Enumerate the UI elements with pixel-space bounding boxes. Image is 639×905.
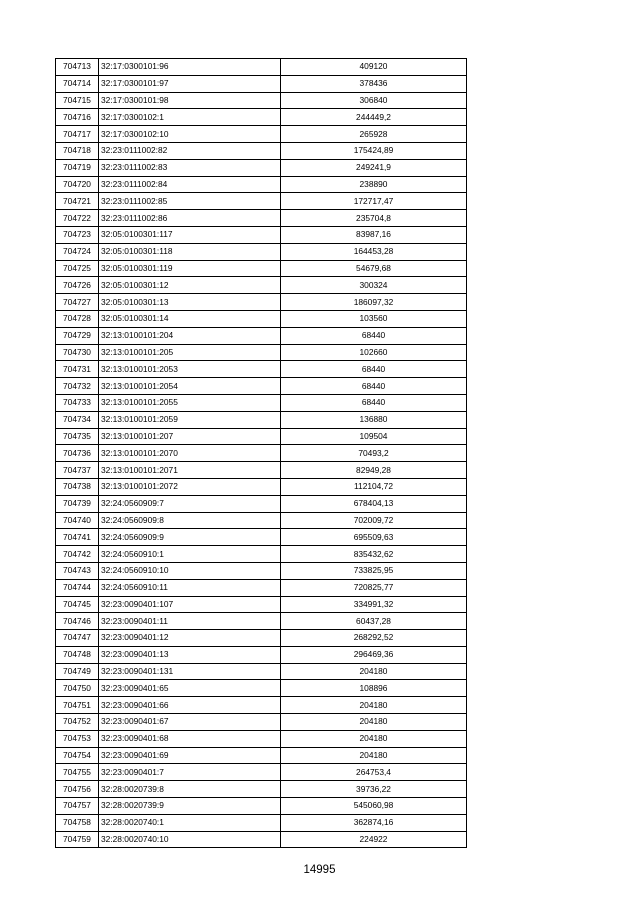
table-row: [56, 462, 467, 479]
cadastral-number-cell: 32:23:0090401:107: [99, 596, 281, 613]
value-cell: 265928: [281, 126, 467, 143]
value-cell: 204180: [281, 663, 467, 680]
value-cell: 175424,89: [281, 142, 467, 159]
page-number: 14995: [303, 864, 336, 876]
cadastral-number-cell: 32:24:0560910:11: [99, 579, 281, 596]
value-cell: 733825,95: [281, 562, 467, 579]
table-row: [56, 478, 467, 495]
row-number-cell: 704747: [56, 630, 99, 647]
table-row: [56, 344, 467, 361]
cadastral-number-cell: 32:05:0100301:12: [99, 277, 281, 294]
value-cell: 68440: [281, 394, 467, 411]
value-cell: 300324: [281, 277, 467, 294]
table-row: [56, 159, 467, 176]
cadastral-number-cell: 32:28:0020739:8: [99, 781, 281, 798]
value-cell: 678404,13: [281, 495, 467, 512]
table-row: [56, 630, 467, 647]
row-number-cell: 704735: [56, 428, 99, 445]
table-row: [56, 59, 467, 76]
cadastral-number-cell: 32:13:0100101:205: [99, 344, 281, 361]
table-row: [56, 75, 467, 92]
row-number-cell: 704745: [56, 596, 99, 613]
value-cell: 545060,98: [281, 798, 467, 815]
cadastral-number-cell: 32:13:0100101:2070: [99, 445, 281, 462]
table-row: [56, 646, 467, 663]
cadastral-number-cell: 32:05:0100301:117: [99, 226, 281, 243]
table-row: [56, 210, 467, 227]
value-cell: 409120: [281, 59, 467, 76]
table-row: [56, 680, 467, 697]
row-number-cell: 704752: [56, 714, 99, 731]
row-number-cell: 704729: [56, 327, 99, 344]
value-cell: 296469,36: [281, 646, 467, 663]
table-row: [56, 764, 467, 781]
row-number-cell: 704736: [56, 445, 99, 462]
value-cell: 244449,2: [281, 109, 467, 126]
value-cell: 186097,32: [281, 294, 467, 311]
cadastral-number-cell: 32:28:0020740:10: [99, 831, 281, 848]
cadastral-number-cell: 32:24:0560910:10: [99, 562, 281, 579]
cadastral-number-cell: 32:23:0111002:86: [99, 210, 281, 227]
value-cell: 306840: [281, 92, 467, 109]
value-cell: 39736,22: [281, 781, 467, 798]
table-row: [56, 697, 467, 714]
row-number-cell: 704726: [56, 277, 99, 294]
table-row: [56, 831, 467, 848]
row-number-cell: 704740: [56, 512, 99, 529]
table-row: [56, 226, 467, 243]
row-number-cell: 704734: [56, 411, 99, 428]
row-number-cell: 704728: [56, 310, 99, 327]
row-number-cell: 704742: [56, 546, 99, 563]
row-number-cell: 704713: [56, 59, 99, 76]
value-cell: 249241,9: [281, 159, 467, 176]
cadastral-number-cell: 32:13:0100101:2054: [99, 378, 281, 395]
row-number-cell: 704731: [56, 361, 99, 378]
cadastral-number-cell: 32:17:0300102:10: [99, 126, 281, 143]
table-row: [56, 428, 467, 445]
cadastral-number-cell: 32:05:0100301:14: [99, 310, 281, 327]
value-cell: 108896: [281, 680, 467, 697]
table-row: [56, 260, 467, 277]
value-cell: 224922: [281, 831, 467, 848]
cadastral-number-cell: 32:13:0100101:2059: [99, 411, 281, 428]
table-row: [56, 663, 467, 680]
value-cell: 172717,47: [281, 193, 467, 210]
value-cell: 378436: [281, 75, 467, 92]
table-row: [56, 277, 467, 294]
value-cell: 264753,4: [281, 764, 467, 781]
cadastral-number-cell: 32:23:0111002:85: [99, 193, 281, 210]
value-cell: 54679,68: [281, 260, 467, 277]
table-row: [56, 176, 467, 193]
value-cell: 112104,72: [281, 478, 467, 495]
cadastral-number-cell: 32:23:0090401:69: [99, 747, 281, 764]
row-number-cell: 704758: [56, 814, 99, 831]
cadastral-number-cell: 32:13:0100101:2071: [99, 462, 281, 479]
row-number-cell: 704715: [56, 92, 99, 109]
value-cell: 268292,52: [281, 630, 467, 647]
cadastral-number-cell: 32:13:0100101:204: [99, 327, 281, 344]
row-number-cell: 704755: [56, 764, 99, 781]
cadastral-number-cell: 32:24:0560909:7: [99, 495, 281, 512]
row-number-cell: 704725: [56, 260, 99, 277]
cadastral-number-cell: 32:23:0090401:131: [99, 663, 281, 680]
cadastral-value-table: [55, 58, 467, 848]
table-row: [56, 294, 467, 311]
row-number-cell: 704750: [56, 680, 99, 697]
table-row: [56, 529, 467, 546]
row-number-cell: 704759: [56, 831, 99, 848]
cadastral-number-cell: 32:17:0300101:98: [99, 92, 281, 109]
row-number-cell: 704730: [56, 344, 99, 361]
table-row: [56, 781, 467, 798]
cadastral-number-cell: 32:17:0300102:1: [99, 109, 281, 126]
value-cell: 235704,8: [281, 210, 467, 227]
row-number-cell: 704746: [56, 613, 99, 630]
row-number-cell: 704739: [56, 495, 99, 512]
value-cell: 109504: [281, 428, 467, 445]
row-number-cell: 704744: [56, 579, 99, 596]
table-row: [56, 562, 467, 579]
value-cell: 68440: [281, 361, 467, 378]
cadastral-number-cell: 32:13:0100101:2072: [99, 478, 281, 495]
row-number-cell: 704754: [56, 747, 99, 764]
table-row: [56, 814, 467, 831]
cadastral-number-cell: 32:23:0090401:67: [99, 714, 281, 731]
table-row: [56, 378, 467, 395]
row-number-cell: 704741: [56, 529, 99, 546]
cadastral-number-cell: 32:05:0100301:13: [99, 294, 281, 311]
value-cell: 238890: [281, 176, 467, 193]
cadastral-number-cell: 32:23:0090401:7: [99, 764, 281, 781]
row-number-cell: 704723: [56, 226, 99, 243]
value-cell: 82949,28: [281, 462, 467, 479]
cadastral-number-cell: 32:23:0090401:13: [99, 646, 281, 663]
cadastral-number-cell: 32:23:0090401:65: [99, 680, 281, 697]
row-number-cell: 704719: [56, 159, 99, 176]
value-cell: 164453,28: [281, 243, 467, 260]
value-cell: 60437,28: [281, 613, 467, 630]
cadastral-number-cell: 32:23:0090401:66: [99, 697, 281, 714]
table-row: [56, 327, 467, 344]
table-row: [56, 495, 467, 512]
cadastral-number-cell: 32:24:0560909:8: [99, 512, 281, 529]
value-cell: 204180: [281, 714, 467, 731]
cadastral-number-cell: 32:23:0111002:82: [99, 142, 281, 159]
table-row: [56, 445, 467, 462]
table-row: [56, 512, 467, 529]
value-cell: 204180: [281, 697, 467, 714]
table-row: [56, 730, 467, 747]
cadastral-number-cell: 32:05:0100301:118: [99, 243, 281, 260]
table-row: [56, 714, 467, 731]
value-cell: 68440: [281, 378, 467, 395]
value-cell: 204180: [281, 747, 467, 764]
cadastral-number-cell: 32:24:0560910:1: [99, 546, 281, 563]
table-row: [56, 310, 467, 327]
cadastral-number-cell: 32:23:0111002:83: [99, 159, 281, 176]
row-number-cell: 704738: [56, 478, 99, 495]
cadastral-number-cell: 32:23:0090401:11: [99, 613, 281, 630]
cadastral-number-cell: 32:23:0090401:12: [99, 630, 281, 647]
table-row: [56, 193, 467, 210]
row-number-cell: 704751: [56, 697, 99, 714]
value-cell: 136880: [281, 411, 467, 428]
value-cell: 334991,32: [281, 596, 467, 613]
row-number-cell: 704718: [56, 142, 99, 159]
table-row: [56, 394, 467, 411]
cadastral-number-cell: 32:24:0560909:9: [99, 529, 281, 546]
row-number-cell: 704756: [56, 781, 99, 798]
row-number-cell: 704721: [56, 193, 99, 210]
row-number-cell: 704732: [56, 378, 99, 395]
table-row: [56, 142, 467, 159]
table-row: [56, 596, 467, 613]
table-row: [56, 613, 467, 630]
row-number-cell: 704714: [56, 75, 99, 92]
row-number-cell: 704757: [56, 798, 99, 815]
value-cell: 103560: [281, 310, 467, 327]
cadastral-number-cell: 32:17:0300101:96: [99, 59, 281, 76]
value-cell: 102660: [281, 344, 467, 361]
value-cell: 695509,63: [281, 529, 467, 546]
row-number-cell: 704724: [56, 243, 99, 260]
table-row: [56, 361, 467, 378]
table-row: [56, 243, 467, 260]
table-row: [56, 92, 467, 109]
cadastral-number-cell: 32:28:0020739:9: [99, 798, 281, 815]
row-number-cell: 704737: [56, 462, 99, 479]
table-row: [56, 546, 467, 563]
row-number-cell: 704717: [56, 126, 99, 143]
cadastral-number-cell: 32:23:0090401:68: [99, 730, 281, 747]
table-row: [56, 109, 467, 126]
row-number-cell: 704727: [56, 294, 99, 311]
table-row: [56, 126, 467, 143]
row-number-cell: 704753: [56, 730, 99, 747]
value-cell: 835432,62: [281, 546, 467, 563]
cadastral-number-cell: 32:28:0020740:1: [99, 814, 281, 831]
table-row: [56, 411, 467, 428]
value-cell: 68440: [281, 327, 467, 344]
row-number-cell: 704749: [56, 663, 99, 680]
row-number-cell: 704733: [56, 394, 99, 411]
value-cell: 720825,77: [281, 579, 467, 596]
value-cell: 204180: [281, 730, 467, 747]
table-body: [56, 59, 467, 848]
value-cell: 83987,16: [281, 226, 467, 243]
cadastral-number-cell: 32:23:0111002:84: [99, 176, 281, 193]
cadastral-number-cell: 32:13:0100101:207: [99, 428, 281, 445]
value-cell: 362874,16: [281, 814, 467, 831]
table-row: [56, 747, 467, 764]
table-row: [56, 798, 467, 815]
table-row: [56, 579, 467, 596]
value-cell: 702009,72: [281, 512, 467, 529]
row-number-cell: 704716: [56, 109, 99, 126]
row-number-cell: 704722: [56, 210, 99, 227]
row-number-cell: 704720: [56, 176, 99, 193]
cadastral-number-cell: 32:13:0100101:2055: [99, 394, 281, 411]
row-number-cell: 704748: [56, 646, 99, 663]
cadastral-number-cell: 32:17:0300101:97: [99, 75, 281, 92]
cadastral-number-cell: 32:13:0100101:2053: [99, 361, 281, 378]
value-cell: 70493,2: [281, 445, 467, 462]
cadastral-number-cell: 32:05:0100301:119: [99, 260, 281, 277]
row-number-cell: 704743: [56, 562, 99, 579]
